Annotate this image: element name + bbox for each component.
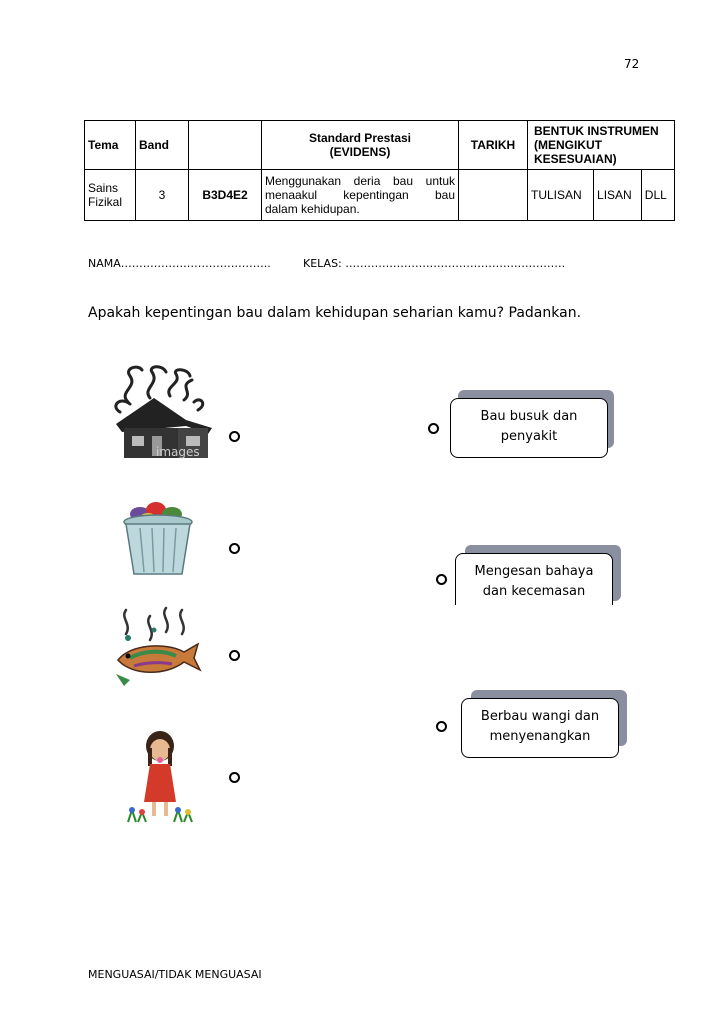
header-instrumen-line2: (MENGIKUT KESESUAIAN) [534, 138, 617, 166]
left-match-dot-1[interactable] [229, 431, 240, 442]
header-standard-line1: Standard Prestasi [308, 131, 412, 145]
answer-box-2-card [455, 553, 613, 605]
right-match-dot-2[interactable] [436, 574, 447, 585]
table-data-row [85, 170, 675, 221]
cell-instrumen [528, 170, 675, 221]
trash-bin-image [120, 498, 196, 578]
answer-2-line1: Mengesan bahaya [474, 564, 594, 579]
header-instrumen-line1: BENTUK INSTRUMEN [534, 124, 659, 138]
cell-tema [85, 170, 136, 221]
header-code [189, 121, 262, 170]
watermark-text: images [156, 445, 200, 459]
header-instrumen [528, 121, 675, 170]
girl-dress [144, 764, 176, 802]
flower-held [157, 757, 163, 763]
rotten-fish-image [110, 600, 202, 690]
answer-1-line2: penyakit [500, 429, 558, 444]
girl-hair-left [148, 748, 152, 766]
header-tema: Tema [85, 121, 136, 170]
cell-tarikh [459, 170, 528, 221]
bin-body [126, 524, 190, 574]
question-text: Apakah kepentingan bau dalam kehidupan seharian kamu? Padankan. [88, 305, 582, 321]
answer-3-line2: menyenangkan [489, 729, 591, 744]
girl-leg-right [164, 802, 168, 816]
answer-3-line1: Berbau wangi dan [480, 709, 600, 724]
cell-band: 3 [136, 170, 189, 221]
left-match-dot-4[interactable] [229, 772, 240, 783]
stink-lines [124, 608, 183, 640]
footer-mastery-status: MENGUASAI/TIDAK MENGUASAI [88, 968, 262, 981]
instrumen-lisan: LISAN [594, 170, 642, 220]
cell-tema-line2: Fizikal [88, 195, 123, 209]
instrumen-tulisan: TULISAN [528, 170, 594, 220]
instrumen-dll: DLL [644, 188, 667, 202]
nama-field: NAMA………………………………….. [88, 257, 271, 270]
cell-evidens [262, 170, 459, 221]
fish-eye [126, 654, 131, 659]
right-match-dot-1[interactable] [428, 423, 439, 434]
instrumen-options [528, 170, 674, 220]
cell-evidens-line3: dalam kehidupan. [265, 202, 360, 216]
answer-box-3[interactable] [461, 690, 629, 760]
header-tarikh: TARIKH [459, 121, 528, 170]
answer-box-1[interactable] [450, 390, 616, 460]
assessment-table [84, 120, 675, 221]
cell-code: B3D4E2 [189, 170, 262, 221]
right-match-dot-3[interactable] [436, 721, 447, 732]
header-standard [262, 121, 459, 170]
header-band: Band [136, 121, 189, 170]
girl-leg-left [152, 802, 156, 816]
answer-box-3-card [461, 698, 619, 758]
answer-2-line2: dan kecemasan [482, 584, 586, 599]
answer-box-2[interactable] [455, 545, 623, 605]
header-standard-line2: (EVIDENS) [329, 145, 391, 159]
fish-debris [116, 674, 130, 686]
page-number: 72 [624, 57, 640, 71]
kelas-field: KELAS: …………………………………………………… [303, 257, 566, 270]
ground-flowers [128, 807, 192, 822]
girl-hair-right [168, 748, 172, 766]
cell-evidens-line1: Menggunakan deria bau untuk [265, 174, 455, 188]
cell-tema-line1: Sains [88, 181, 119, 195]
answer-1-line1: Bau busuk dan [480, 409, 578, 424]
house-window [132, 436, 144, 446]
left-match-dot-3[interactable] [229, 650, 240, 661]
answer-box-1-card [450, 398, 608, 458]
burning-house-image [108, 362, 216, 466]
left-match-dot-2[interactable] [229, 543, 240, 554]
table-header-row [85, 121, 675, 170]
cell-evidens-line2: menaakul kepentingan bau [265, 188, 455, 202]
girl-smelling-flower-image [124, 730, 198, 826]
